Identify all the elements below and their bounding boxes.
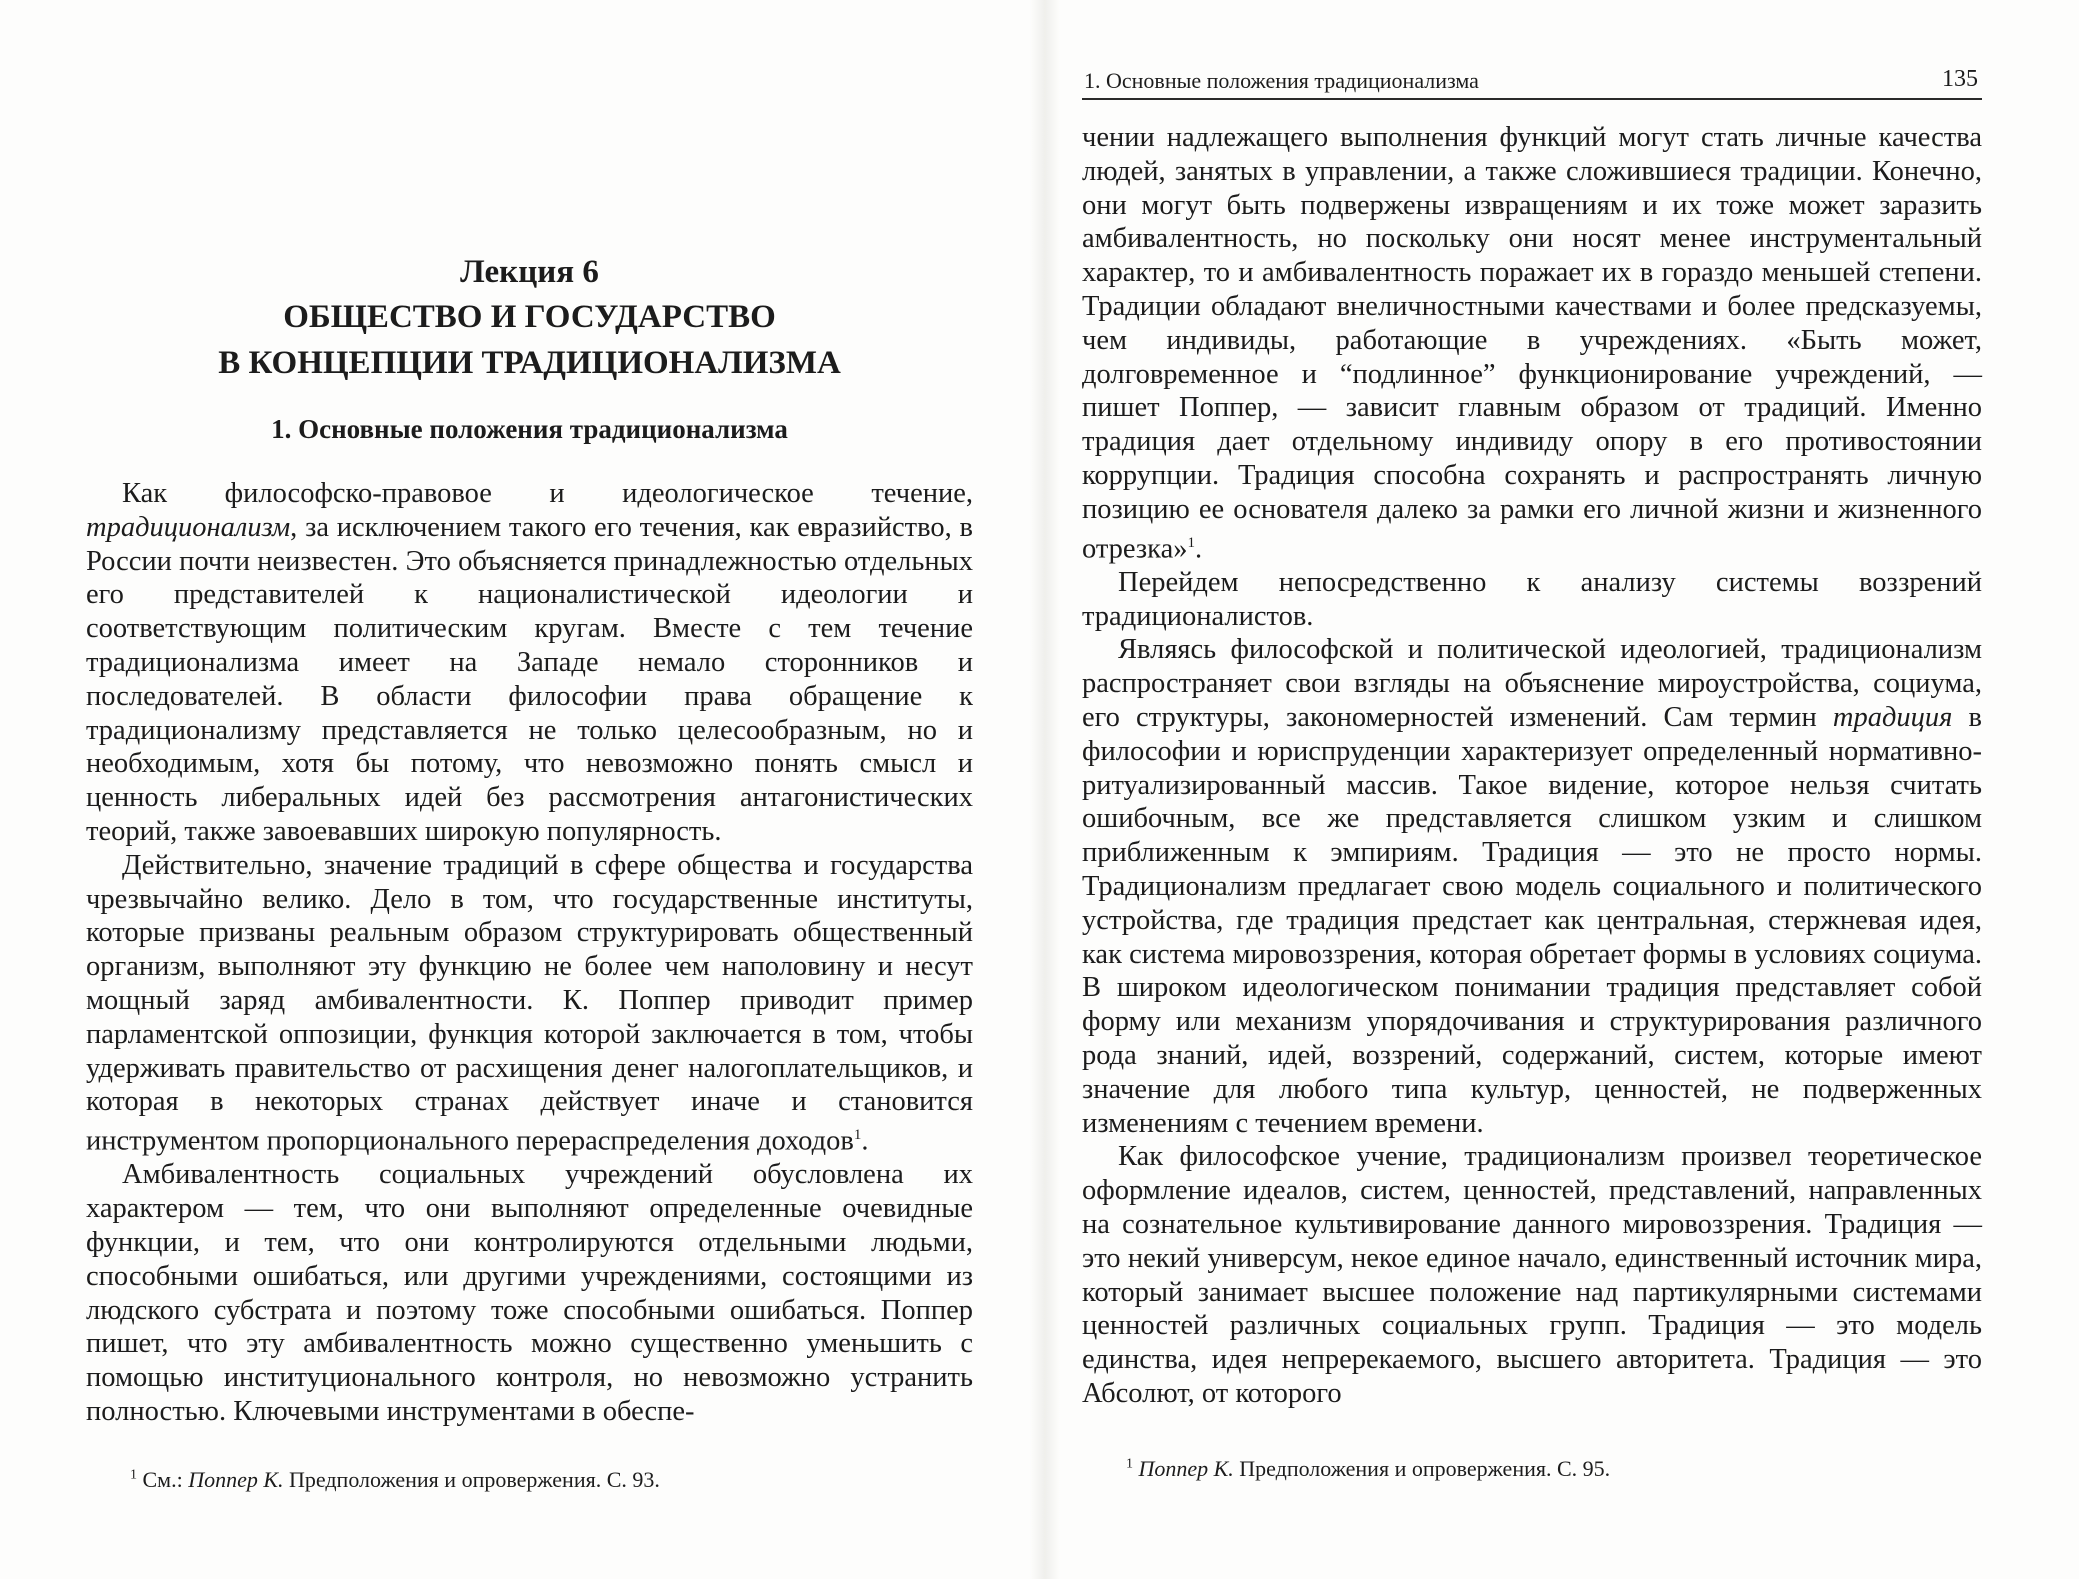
paragraph — [86, 477, 973, 849]
footnote-source: Предположения и опровержения. С. 93. — [288, 1467, 660, 1492]
footnote-author: Поппер К. — [188, 1467, 284, 1492]
footnote-mark: 1 — [130, 1467, 137, 1483]
running-header — [1082, 64, 1982, 100]
paragraph-text: Действительно, значение традиций в сфере общества и государства чрезвычайно велико. Дело в том, что государственные институты, которые призваны реальным образом структурировать общественный организм, выполняют эту функцию не более чем наполовину и несут мощный заряд амбивалентности. К. Поппер приводит пример парламентской оппозиции, функция которой заключается в том, чтобы удерживать правительство от расхищения денег налогоплательщиков, и которая в некоторых странах действует иначе и становится инструментом пропорционального перераспределения доходов — [86, 849, 973, 1157]
footnote-author: Поппер К. — [1138, 1456, 1234, 1481]
right-body-text — [1082, 121, 1982, 1411]
page-number: 135 — [1942, 66, 1978, 92]
paragraph-text: Являясь философской и политической идеологией, традиционализм распространяет свои взгляды на объяснение мироустройства, социума, его структуры, закономерностей изменений. Сам термин — [1082, 634, 1982, 734]
footnote-mark: 1 — [1126, 1456, 1133, 1472]
paragraph-text: чении надлежащего выполнения функций могут стать личные качества людей, занятых в управлении, а также сложившиеся традиции. Конечно, они могут быть подвержены извращениям и их тоже может заразить амбивалентность, но поскольку они носят менее инструментальный характер, то и амбивалентность поражает их в гораздо меньшей степени. Традиции обладают внеличностными качествами и более предсказуемы, чем индивиды, работающие в учреждениях. «Быть может, долговременное и “подлинное” функционирование учреждений, — пишет Поппер, — зависит главным образом от традиций. Именно традиция дает отдельному индивиду опору в его противостоянии коррупции. Традиция способна сохранять и распространять личную позицию ее основателя далеко за рамки его личной жизни и жизненного отрезка» — [1082, 122, 1982, 565]
right-footnote-area — [1082, 1456, 1982, 1482]
paragraph: Действительно, значение традиций в сфере общества и государства чрезвычайно велико. Дело в том, что государственные институты, которые призваны реальным образом структурировать общественный организм, выполняют эту функцию не более чем наполовину и несут мощный заряд амбивалентности. К. Поппер приводит пример парламентской оппозиции, функция которой заключается в том, чтобы удерживать правительство от расхищения денег налогоплательщиков, и которая в некоторых странах действует иначе и становится инструментом пропорционального перераспределения доходов$^1$. — [86, 849, 973, 1157]
footnote-source: Предположения и опровержения. С. 95. — [1239, 1456, 1611, 1481]
lecture-title-line-1: ОБЩЕСТВО И ГОСУДАРСТВО — [283, 299, 776, 335]
paragraph — [1082, 121, 1982, 566]
footnote — [86, 1467, 973, 1493]
lecture-title-line-2: В КОНЦЕПЦИИ ТРАДИЦИОНАЛИЗМА — [218, 345, 841, 381]
paragraph: Амбивалентность социальных учреждений обусловлена их характером — тем, что они выполняют определенные очевидные функции, и тем, что они контролируются отдельными людьми, способными ошибаться, или другими учреждениями, состоящими из людского субстрата и поэтому тоже способными ошибаться. Поппер пишет, что эту амбивалентность можно существенно уменьшить с помощью институционального контроля, но невозможно устранить полностью. Ключевыми инструментами в обеспе- — [86, 1159, 973, 1428]
paragraph: Перейдем непосредственно к анализу системы воззрений традиционалистов. — [1082, 566, 1982, 632]
footnote-prefix: См.: — [142, 1467, 183, 1492]
paragraph-text: Как философско-правовое и идеологическое течение, — [122, 478, 973, 509]
lecture-number: Лекция 6 — [460, 254, 599, 290]
left-body-text — [86, 477, 973, 1429]
footnote — [1082, 1456, 1982, 1482]
footnote-ref[interactable]: 1 — [853, 1127, 862, 1144]
left-footnote-area — [86, 1467, 973, 1493]
paragraph-text: , за исключением такого его течения, как евразийство, в России почти неизвестен. Это объясняется принадлежностью отдельных его представителей к националистической идеологии и соответствующим политическим кругам. Вместе с тем течение традиционализма имеет на Западе немало сторонников и последователей. В области философии права обращение к традиционализму представляется не только целесообразным, но и необходимым, хотя бы потому, что невозможно понять смысл и ценность либеральных идей без рассмотрения антагонистических теорий, также завоевавших широкую популярность. — [86, 511, 973, 847]
paragraph-text: в философии и юриспруденции характеризует определенный нормативно-ритуализированный массив. Такое видение, которое нельзя считать ошибочным, все же представляется слишком узким и слишком приближенным к эмпириям. Традиция — это не просто нормы. Традиционализм предлагает свою модель социального и политического устройства, где традиция предстает как центральная, стержневая идея, как система мировоззрения, которая обретает формы в условиях социума. В широком идеологическом понимании традиция представляет собой форму или механизм упорядочивания и структурирования различного рода знаний, идей, воззрений, содержаний, систем, которые имеют значение для любого типа культур, ценностей, не подверженных изменениям с течением времени. — [1082, 702, 1982, 1139]
emphasis-term: традиция — [1832, 702, 1953, 734]
section-title: 1. Основные положения традиционализма — [271, 414, 788, 444]
book-gutter — [1030, 0, 1060, 1579]
footnote-ref[interactable]: 1 — [1187, 534, 1195, 551]
paragraph — [1082, 633, 1982, 1140]
emphasis-term: традиционализм — [86, 511, 291, 543]
running-head: 1. Основные положения традиционализма — [1084, 68, 1479, 93]
lecture-title-block — [86, 250, 973, 386]
paragraph-text: . — [1195, 533, 1203, 565]
paragraph: Как философское учение, традиционализм произвел теоретическое оформление идеалов, систем, ценностей, представлений, направленных на сознательное культивирование данного мировоззрения. Традиция — это некий универсум, некое единое начало, единственный источник мира, который занимает высшее положение над партикулярными системами ценностей различных социальных групп. Традиция — это модель единства, идея непререкаемого, высшего авторитета. Традиция — это Абсолют, от которого — [1082, 1141, 1982, 1409]
